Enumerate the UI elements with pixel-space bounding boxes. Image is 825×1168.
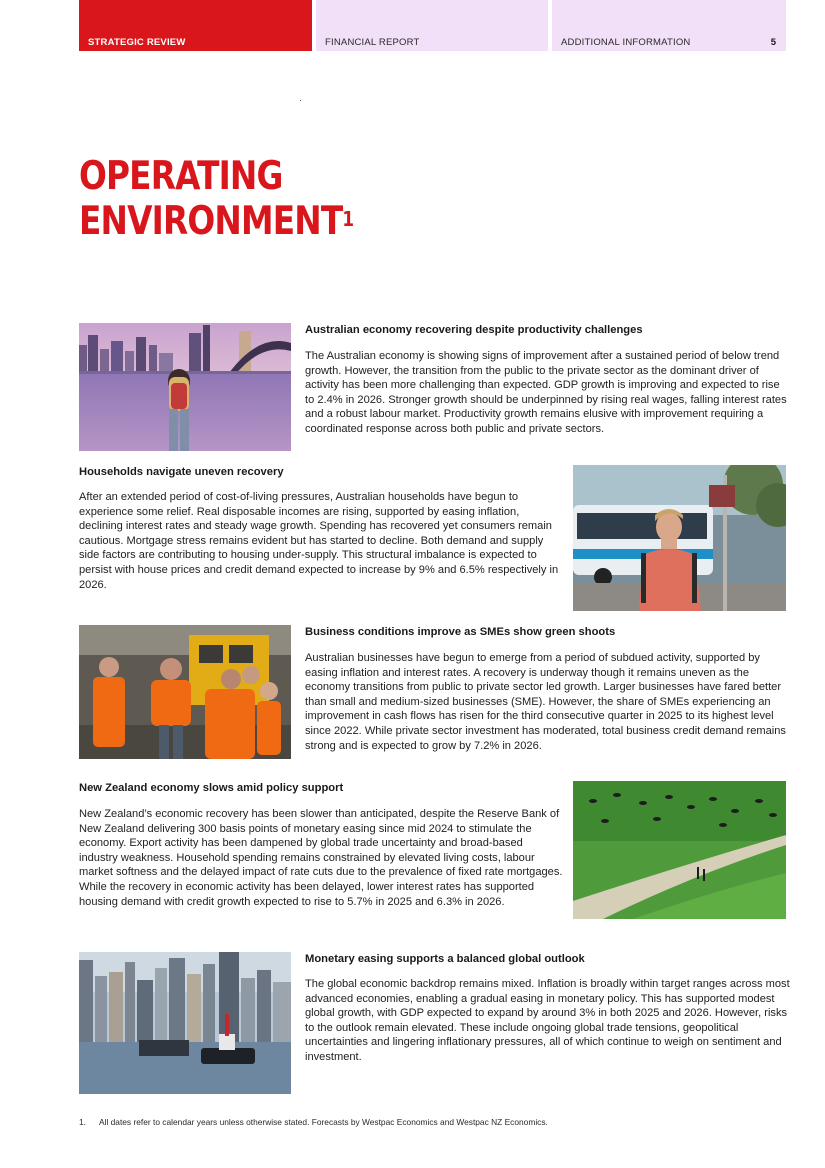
tab-strategic-review-label: STRATEGIC REVIEW (88, 37, 186, 48)
section-body-households: After an extended period of cost-of-living pressures, Australian households have begun to experience some relief. Real disposable incomes are rising, supported by easing inflation, declining interest rates and steady wage growth. Spending has recovered yet consumers remain cautious. Mortgage stress remains evident but has started to decline. Both demand and supply side factors are contributing to housing under-supply. This structural imbalance is expected to persist with house prices and credit demand expected to increase by 9% and 6.5% respectively in 2026. (79, 491, 559, 591)
section-body-business-conditions: Australian businesses have begun to emerge from a period of subdued activity, supported by easing inflation and interest rates. A recovery is underway though it remains uneven as the economy transitions from public to private sector led growth. Larger businesses have fared better than small and medium-sized businesses (SME). However, the share of SMEs experiencing an improvement in cash flows has risen for the third consecutive quarter in 2025 to its highest level since 2022. While private sector investment has moderated, total business credit demand remains strong and is expected to grow by 7.2% in 2026. (305, 652, 786, 752)
commuter-bus-photo (573, 465, 786, 611)
section-body-global-outlook: The global economic backdrop remains mixed. Inflation is broadly within target ranges across most advanced economies, enabling a gradual easing in monetary policy. This has supported modest global growth, with GDP expected to expand by around 3% in both 2025 and 2026. However, risks to the outlook remain elevated. These include ongoing global trade tensions, geopolitical uncertainties and lingering inflationary pressures, all of which continue to weigh on sentiment and investment. (305, 978, 790, 1063)
tab-financial-report-label: FINANCIAL REPORT (325, 37, 420, 48)
title-footnote-ref: 1 (342, 207, 354, 231)
section-heading-global-outlook: Monetary easing supports a balanced global outlook (305, 953, 585, 965)
industrial-workers-photo (79, 625, 291, 759)
section-body-new-zealand: New Zealand’s economic recovery has been slower than anticipated, despite the Reserve Bank of New Zealand delivering 300 basis points of monetary easing since mid 2024 to stimulate the economy. Export activity has been dampened by global trade uncertainty and broad-based industry weakness. Household spending remains constrained by elevated living costs, labour market softness and the delayed impact of rate cuts due to the prevalence of fixed rate mortgages. While the recovery in economic activity has been delayed, lower interest rates has supported housing demand with credit growth expected to rise to 5.7% in 2025 and 6.3% in 2026. (79, 808, 563, 908)
city-harbour-tugboat-photo (79, 952, 291, 1094)
section-heading-new-zealand: New Zealand economy slows amid policy support (79, 782, 344, 794)
page-title (79, 154, 415, 244)
footnote (79, 1117, 548, 1127)
tab-financial-report[interactable] (316, 0, 548, 51)
tab-additional-information[interactable] (552, 0, 786, 51)
section-heading-business-conditions: Business conditions improve as SMEs show green shoots (305, 626, 616, 638)
footnote-number: 1. (79, 1117, 86, 1127)
tab-additional-information-label: ADDITIONAL INFORMATION (561, 37, 691, 48)
page-title-line2: ENVIRONMENT (79, 199, 343, 244)
section-heading-australian-economy: Australian economy recovering despite productivity challenges (305, 324, 643, 336)
stray-dot (300, 100, 301, 101)
page-number: 5 (770, 37, 776, 48)
section-heading-households: Households navigate uneven recovery (79, 466, 284, 478)
footnote-text: All dates refer to calendar years unless otherwise stated. Forecasts by Westpac Economics and Westpac NZ Economics. (99, 1117, 548, 1127)
page-title-line1: OPERATING (79, 154, 283, 199)
tab-strategic-review[interactable] (79, 0, 312, 51)
section-body-australian-economy: The Australian economy is showing signs of improvement after a sustained period of below trend growth. However, the transition from the public to the private sector as the dominant driver of activity has been more challenging than expected. GDP growth is improving and expected to rise to 2.4% in 2026. Stronger growth should be underpinned by rising real wages, falling interest rates and a robust labour market. Productivity growth remains elusive with improvement requiring a coordinated response across both public and private sectors. (305, 350, 787, 435)
farmland-cattle-photo (573, 781, 786, 919)
sydney-harbour-photo (79, 323, 291, 451)
